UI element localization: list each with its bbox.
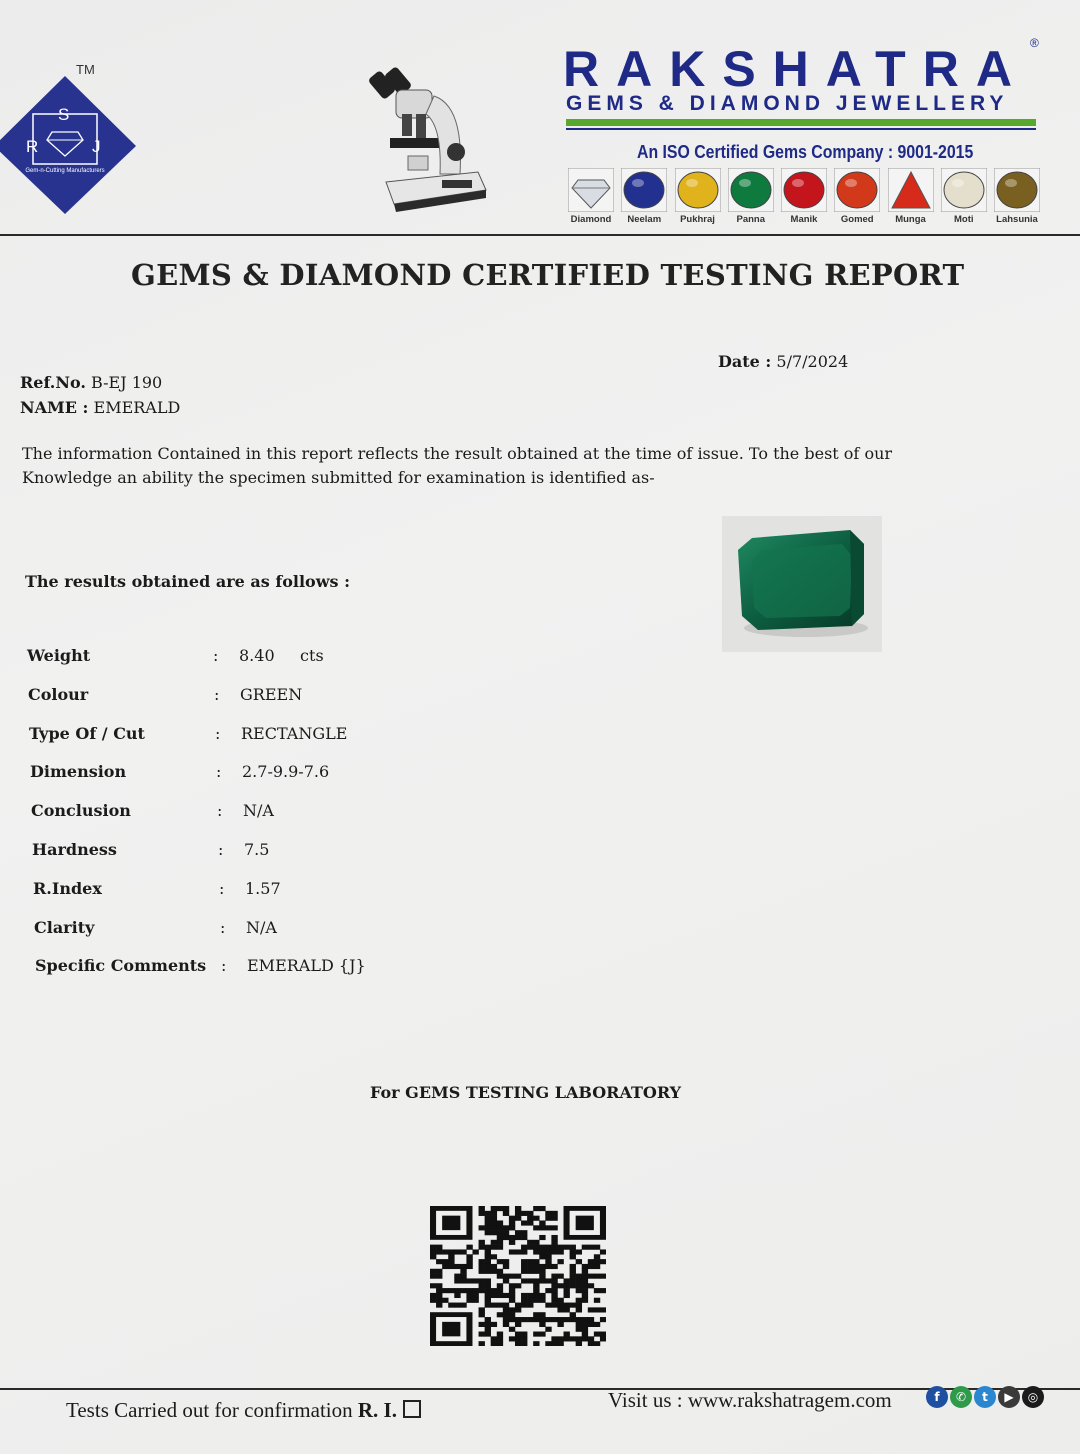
result-row: [30, 762, 329, 781]
result-label: R.Index: [33, 878, 102, 898]
result-value: 2.7-9.9-7.6: [242, 762, 330, 782]
whatsapp-icon[interactable]: ✆: [950, 1386, 972, 1408]
twitter-icon[interactable]: t: [974, 1386, 996, 1408]
gem-icon: [941, 168, 987, 212]
microscope-image: [368, 66, 492, 212]
result-value: N/A: [243, 801, 274, 821]
gem-item: [939, 168, 989, 238]
qr-code[interactable]: [430, 1206, 606, 1346]
gem-icon: [781, 168, 827, 212]
result-value: 1.57: [245, 878, 281, 898]
result-separator: :: [220, 917, 226, 937]
result-label: Hardness: [32, 840, 117, 859]
blue-divider: [566, 128, 1036, 130]
result-row: [28, 685, 302, 704]
result-row: [32, 840, 269, 859]
gem-label: Munga: [895, 214, 926, 225]
result-separator: :: [218, 840, 224, 859]
iso-statement: An ISO Certified Gems Company : 9001-2015: [637, 142, 974, 162]
result-row: [27, 646, 324, 665]
green-divider: [566, 119, 1036, 126]
social-icons: [926, 1386, 1044, 1408]
gem-label: Neelam: [627, 214, 662, 225]
trademark-label: TM: [76, 62, 95, 77]
result-value: 7.5: [244, 840, 270, 859]
result-separator: :: [215, 723, 221, 743]
date-label: Date :: [718, 352, 772, 371]
svg-text:Gem-n-Cutting Manufacturers: Gem-n-Cutting Manufacturers: [25, 168, 105, 174]
result-separator: :: [213, 646, 219, 665]
svg-text:S: S: [58, 105, 70, 124]
registered-mark: ®: [1030, 36, 1039, 50]
gem-icon: [728, 168, 774, 212]
gem-icon: [834, 168, 880, 212]
result-label: Specific Comments: [35, 956, 207, 976]
date-value: 5/7/2024: [776, 352, 849, 371]
tests-text: Tests Carried out for confirmation: [66, 1398, 353, 1422]
facebook-icon[interactable]: f: [926, 1386, 948, 1408]
emerald-photo: [722, 516, 882, 652]
gem-label: Panna: [736, 214, 765, 225]
result-value: GREEN: [240, 684, 303, 704]
youtube-icon[interactable]: ▶: [998, 1386, 1020, 1408]
gem-label: Gomed: [840, 214, 874, 225]
lab-signature-line: For GEMS TESTING LABORATORY: [370, 1083, 682, 1102]
gem-icon: [994, 168, 1040, 212]
gem-icon: [888, 168, 934, 212]
srj-logo: [0, 60, 145, 220]
result-value: EMERALD {J}: [247, 956, 366, 976]
gem-icon: [568, 168, 614, 212]
gem-label: Diamond: [570, 214, 612, 225]
result-separator: :: [221, 956, 227, 976]
gem-label: Lahsunia: [996, 214, 1038, 225]
result-row: [35, 956, 366, 975]
result-separator: :: [216, 762, 222, 782]
result-label: Dimension: [30, 762, 127, 782]
tests-bold: R. I.: [357, 1398, 397, 1422]
name-value: EMERALD: [93, 398, 181, 417]
instagram-icon[interactable]: ◎: [1022, 1386, 1044, 1408]
svg-text:R: R: [26, 137, 39, 156]
result-value: RECTANGLE: [241, 723, 348, 743]
gem-item: [673, 168, 723, 238]
gem-item: [619, 168, 669, 238]
name-label: NAME :: [20, 398, 89, 417]
checkbox-icon[interactable]: [403, 1400, 421, 1418]
result-label: Type Of / Cut: [29, 723, 145, 743]
tests-note: [66, 1398, 421, 1423]
gem-item: [566, 168, 616, 238]
result-separator: :: [217, 801, 223, 821]
gem-item: [886, 168, 936, 238]
website-link[interactable]: Visit us : www.rakshatragem.com: [608, 1388, 892, 1412]
result-separator: :: [214, 684, 220, 704]
result-label: Conclusion: [31, 801, 131, 821]
gem-label: Pukhraj: [680, 214, 715, 225]
result-separator: :: [219, 878, 225, 898]
brand-name: RAKSHATRA: [563, 41, 1029, 97]
result-label: Weight: [27, 646, 91, 665]
specimen-name: [20, 398, 180, 417]
header-rule: [0, 234, 1080, 236]
brand-tagline: GEMS & DIAMOND JEWELLERY: [566, 92, 1009, 115]
gem-label: Manik: [790, 214, 818, 225]
gem-icon: [675, 168, 721, 212]
footer-rule: [0, 1388, 1080, 1390]
report-date: [718, 352, 848, 371]
result-label: Clarity: [34, 917, 95, 937]
result-row: [33, 879, 281, 898]
results-heading: The results obtained are as follows :: [25, 572, 350, 591]
result-row: [34, 918, 277, 937]
gem-label: Moti: [953, 214, 974, 225]
gem-item: [832, 168, 882, 238]
gem-icon: [621, 168, 667, 212]
gem-types-row: [566, 168, 1042, 238]
report-title: GEMS & DIAMOND CERTIFIED TESTING REPORT: [131, 258, 965, 292]
result-value: N/A: [246, 917, 277, 937]
svg-text:J: J: [92, 137, 101, 156]
result-label: Colour: [28, 684, 89, 704]
ref-label: Ref.No.: [20, 373, 86, 392]
result-row: [31, 801, 274, 820]
gem-item: [726, 168, 776, 238]
reference-number: [20, 373, 162, 392]
result-value: 8.40 cts: [239, 646, 324, 665]
gem-item: [779, 168, 829, 238]
intro-paragraph: The information Contained in this report reflects the result obtained at the time of issue. To the best of our Knowledge an ability the specimen submitted for examination is identified as-: [22, 444, 893, 487]
gem-item: [992, 168, 1042, 238]
ref-value: B-EJ 190: [91, 373, 163, 392]
result-row: [29, 724, 347, 743]
